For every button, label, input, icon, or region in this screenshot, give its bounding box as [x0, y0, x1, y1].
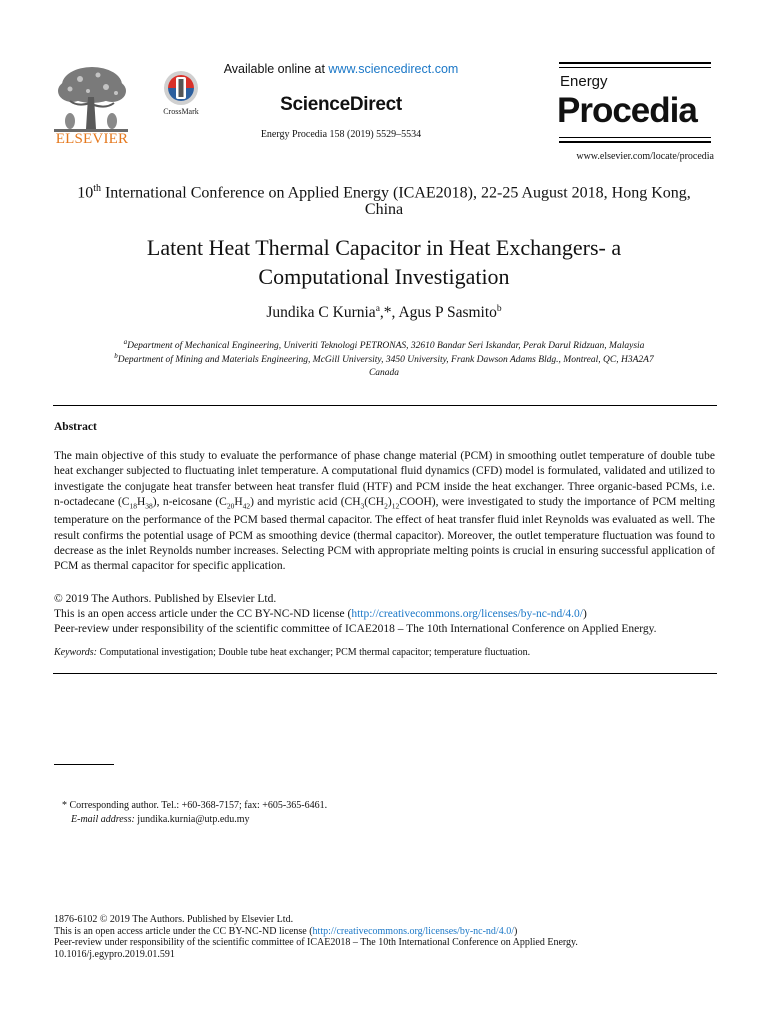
paper-title — [60, 233, 708, 291]
bottom-peer-review-line: Peer-review under responsibility of the scientific committee of ICAE2018 – The 10th International Conference on Applied Energy. — [54, 937, 578, 948]
abstract-text-part: H — [136, 495, 146, 508]
author-2-affil-mark: b — [496, 304, 502, 314]
elsevier-tree-logo-icon — [50, 63, 132, 135]
affiliation-b-country: Canada — [368, 368, 400, 379]
abstract-heading: Abstract — [54, 421, 97, 433]
email-footnote — [71, 813, 250, 827]
bottom-license-suffix: ) — [513, 925, 518, 937]
energy-procedia-logo: Procedia — [557, 91, 697, 130]
license-prefix: This is an open access article under the CC BY-NC-ND license ( — [54, 608, 352, 620]
abstract-subscript: 42 — [242, 501, 251, 511]
abstract-text-part: The main objective of this study to evaluate the performance of phase change material (PCM) in smoothing outlet temperature of double tube heat exchanger subjected to fluctuating inlet temperature. A computational fluid dynamics (CFD) model is formulated, validated and utilized to investigate the conjugate heat transfer between heat transfer fluid (HTF) and PCM inside the heat exchanger. Three organic-based PCMs, i.e. n-octadecane (C — [54, 450, 715, 508]
affiliation-b — [50, 350, 718, 380]
journal-homepage-link[interactable]: www.elsevier.com/locate/procedia — [576, 151, 714, 162]
conference-name: International Conference on Applied Energy (ICAE2018), 22-25 August 2018, Hong Kong, — [100, 184, 691, 202]
abstract-text-part: COOH), were investigated to study the importance of PCM melting temperature on the performance of the PCM based thermal capacitor. The effect of heat transfer fluid inlet Reynolds was evaluated as well. The result confirms the potential usage of PCM as smoothing device (thermal capacitor). Moreover, the outlet temperature fluctuation was found to decrease as the inlet Reynolds number increases. Selecting PCM with appropriate melting points is crucial in ensuring successful application of PCM as thermal capacitor for specific application. — [54, 495, 715, 573]
affiliation-b-text: Department of Mining and Materials Engineering, McGill University, 3450 University, Frank Dawson Adams Bldg., Montreal, QC, H3A2A7 — [117, 355, 654, 366]
journal-citation: Energy Procedia 158 (2019) 5529–5534 — [260, 129, 422, 140]
author-separator: ,*, — [379, 304, 399, 322]
affiliation-a-mark: a — [123, 338, 128, 346]
available-online-line — [160, 62, 522, 76]
conference-ordinal-suffix: th — [93, 183, 101, 194]
keywords-line — [54, 647, 718, 658]
bottom-license-url-link[interactable]: http://creativecommons.org/licenses/by-nc-nd/4.0/ — [312, 925, 514, 937]
abstract-subscript: 38 — [145, 501, 153, 511]
license-suffix: ) — [582, 608, 587, 620]
abstract-top-rule — [53, 405, 717, 406]
conference-line — [50, 180, 718, 218]
author-1-name: Jundika C Kurnia — [266, 304, 376, 322]
corresponding-author-footnote: * Corresponding author. Tel.: +60-368-7157; fax: +605-365-6461. — [62, 800, 328, 811]
conference-ordinal: 10 — [77, 184, 94, 202]
energy-procedia-bottom-rule — [559, 141, 711, 143]
energy-procedia-energy-word: Energy — [560, 73, 608, 90]
crossmark-label: CrossMark — [163, 107, 199, 116]
author-list — [60, 304, 708, 322]
abstract-subscript: 20 — [226, 501, 235, 511]
energy-procedia-top-rule — [559, 62, 711, 64]
abstract-text-part: ) — [387, 495, 392, 508]
email-address-link[interactable]: jundika.kurnia@utp.edu.my — [134, 814, 250, 825]
abstract-text-part: (CH — [364, 495, 385, 508]
sciencedirect-logo[interactable]: ScienceDirect — [280, 94, 402, 115]
paper-title-line2: Computational Investigation — [258, 264, 510, 289]
abstract-text-part: ) and myristic acid (CH — [250, 495, 361, 508]
energy-procedia-thin-rule — [559, 67, 711, 68]
elsevier-wordmark: ELSEVIER — [55, 131, 129, 147]
bottom-license-prefix: This is an open access article under the CC BY-NC-ND license ( — [54, 925, 313, 937]
bottom-publication-notes — [54, 914, 718, 960]
author-1-affil-mark: a — [375, 304, 380, 314]
doi-link[interactable]: 10.1016/j.egypro.2019.01.591 — [54, 948, 175, 960]
issn-line: 1876-6102 © 2019 The Authors. Published by Elsevier Ltd. — [54, 914, 294, 925]
affiliation-a-text: Department of Mechanical Engineering, Univeriti Teknologi PETRONAS, 32610 Bandar Seri Iskandar, Perak Darul Ridzuan, Malaysia — [127, 341, 645, 352]
paper-title-line1: Latent Heat Thermal Capacitor in Heat Exchangers- a — [146, 235, 622, 260]
footnote-separator — [54, 764, 114, 765]
keywords-list: Computational investigation; Double tube heat exchanger; PCM thermal capacitor; temperature fluctuation. — [96, 647, 531, 658]
abstract-subscript: 12 — [391, 501, 400, 511]
abstract-bottom-rule — [53, 673, 717, 674]
abstract-text-part: ), n-eicosane (C — [152, 495, 227, 508]
email-label: E-mail address: — [71, 814, 135, 825]
license-url-link[interactable]: http://creativecommons.org/licenses/by-nc-nd/4.0/ — [351, 608, 583, 620]
bottom-license-line — [54, 926, 718, 938]
copyright-notice: © 2019 The Authors. Published by Elsevier Ltd. — [54, 593, 277, 605]
available-prefix: Available online at — [223, 62, 325, 76]
author-2-name: Agus P Sasmito — [398, 304, 497, 322]
conference-country: China — [364, 201, 404, 219]
peer-review-notice: Peer-review under responsibility of the scientific committee of ICAE2018 – The 10th International Conference on Applied Energy. — [54, 623, 657, 635]
abstract-text-part: H — [234, 495, 243, 508]
keywords-label: Keywords: — [54, 647, 97, 658]
abstract-body — [54, 449, 715, 575]
energy-procedia-bottom-thin-rule — [559, 137, 711, 138]
license-notice — [54, 607, 718, 622]
abstract-subscript: 3 — [360, 501, 365, 511]
affiliation-b-mark: b — [114, 352, 118, 360]
abstract-subscript: 2 — [384, 501, 388, 511]
abstract-subscript: 18 — [129, 501, 137, 511]
sciencedirect-url-link[interactable]: www.sciencedirect.com — [328, 62, 459, 76]
